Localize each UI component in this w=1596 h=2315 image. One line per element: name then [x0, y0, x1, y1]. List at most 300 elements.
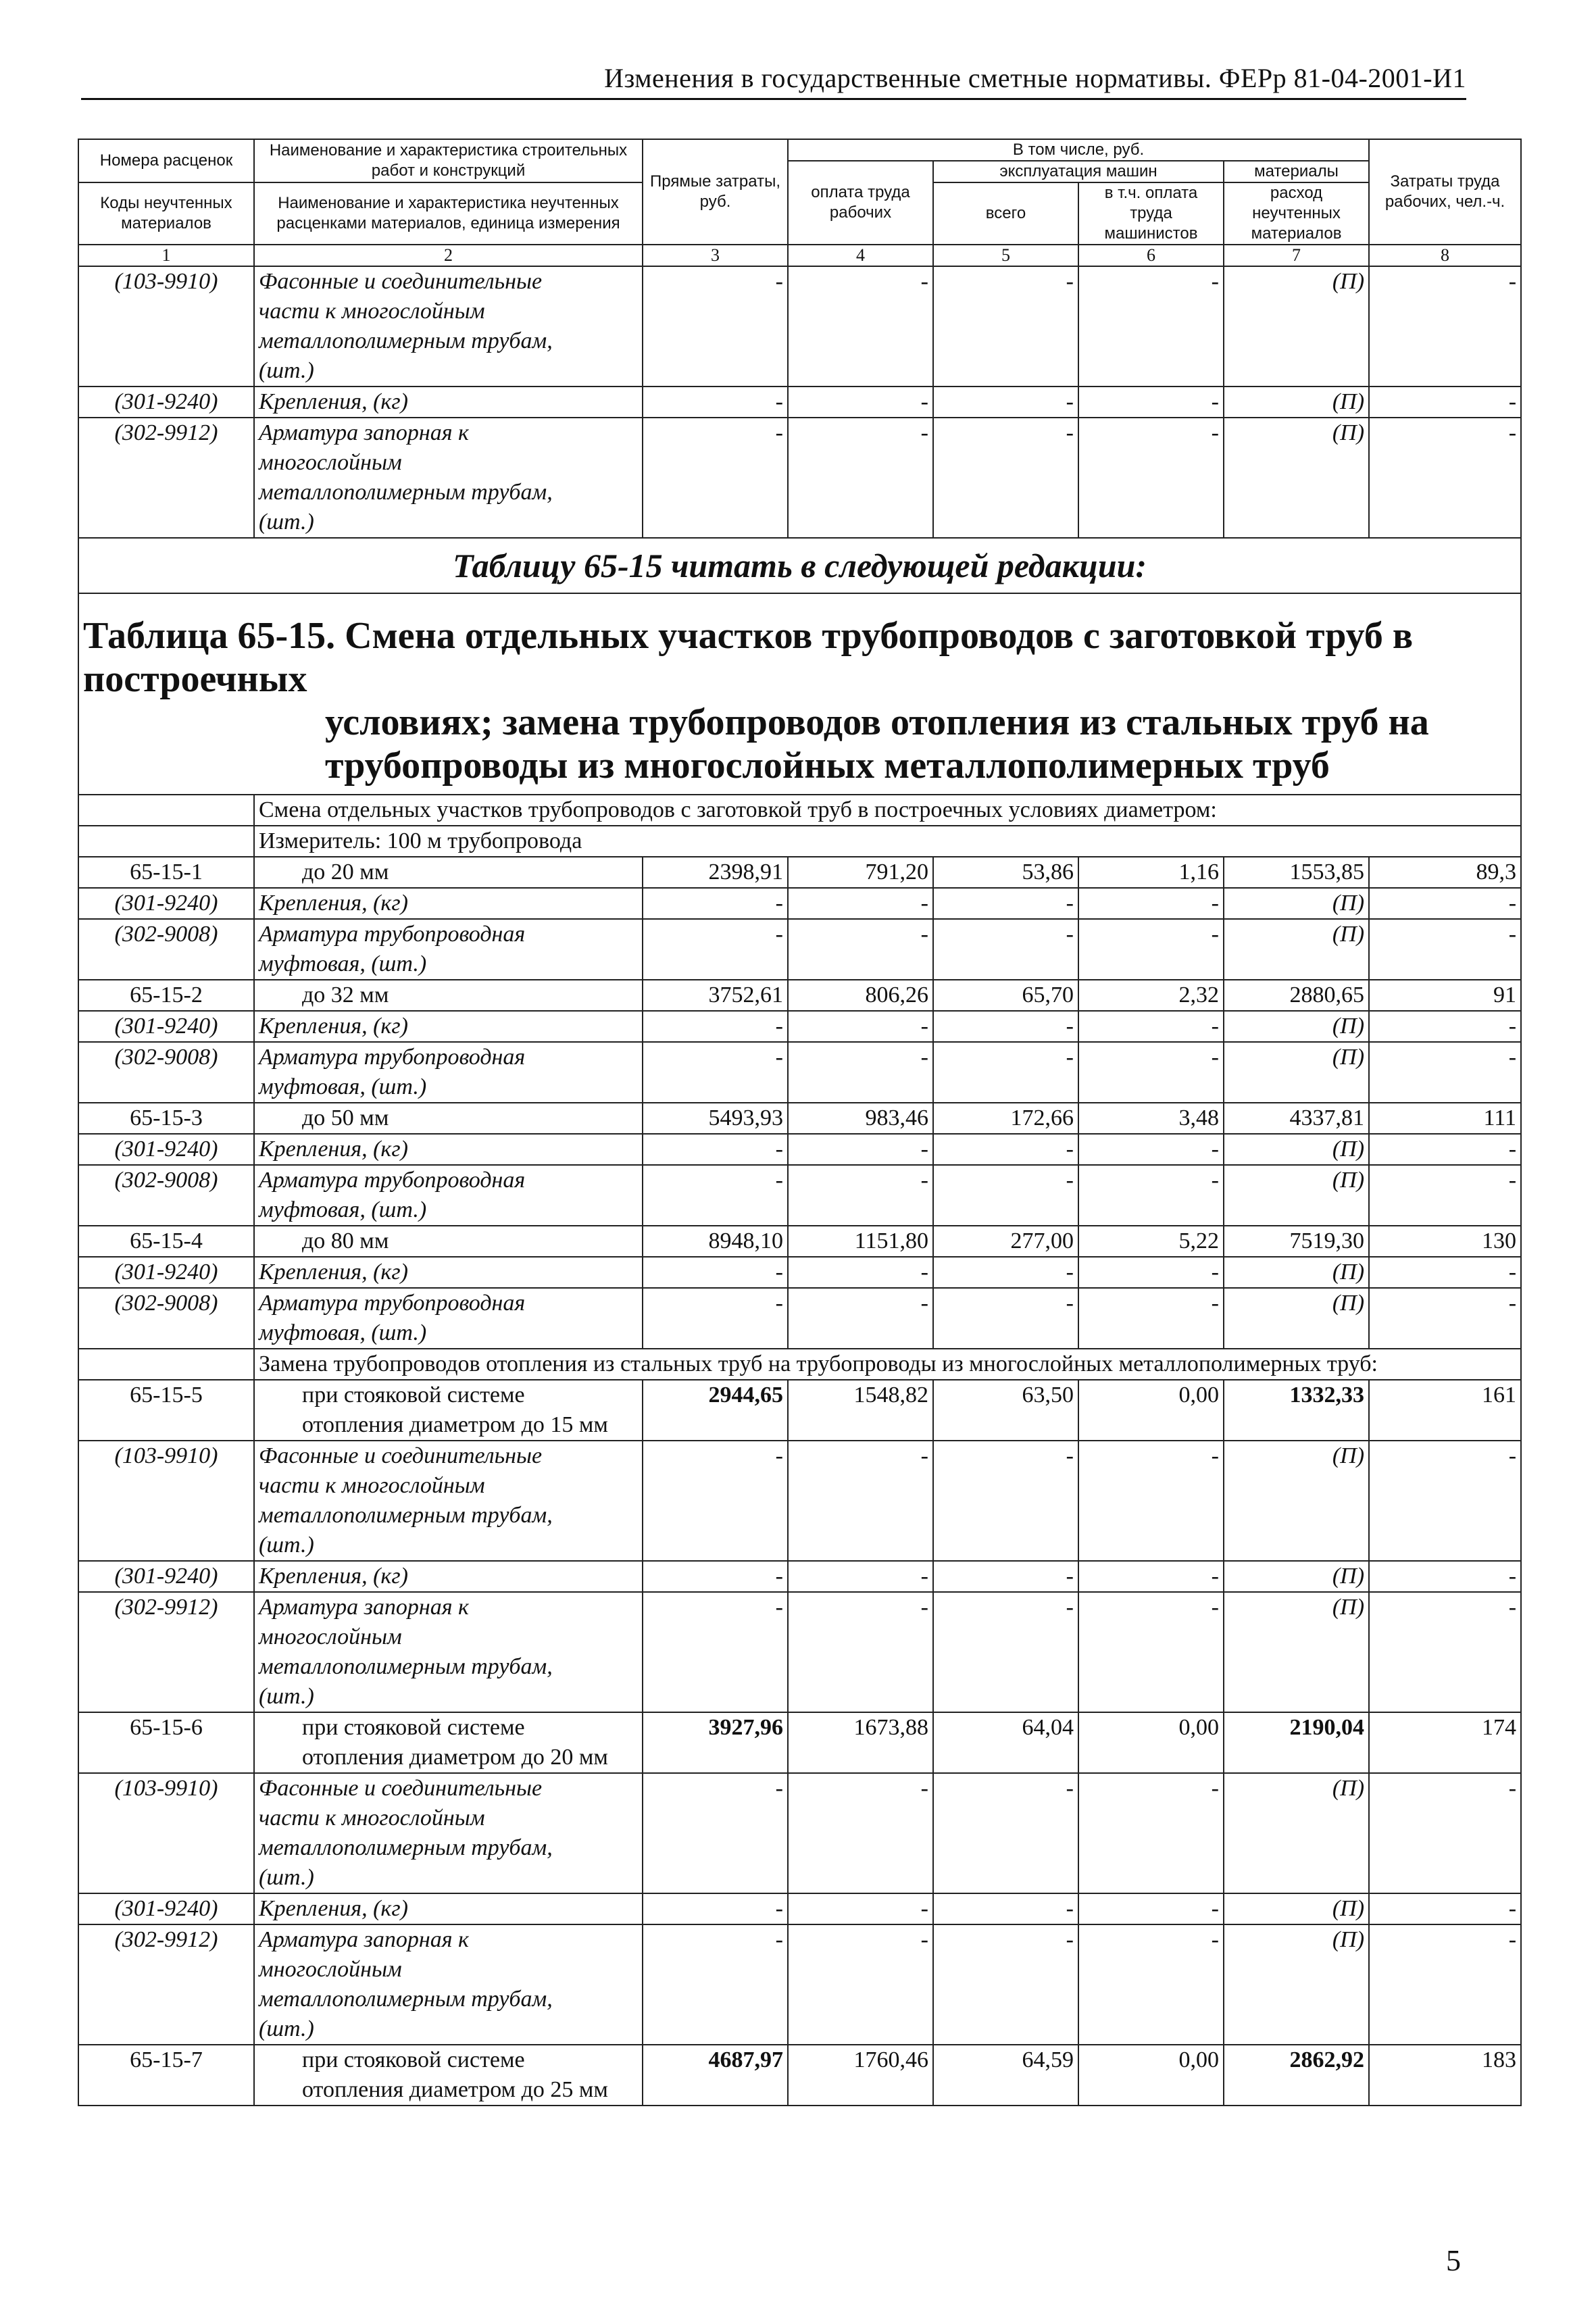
cell-wages: 1760,46	[788, 2045, 933, 2106]
cell-machines-total: -	[933, 266, 1078, 387]
cell-wages: -	[788, 1134, 933, 1165]
material-name-line: (шт.)	[259, 1684, 314, 1709]
material-name-line: Арматура трубопроводная	[259, 1168, 526, 1193]
col-header-machines: эксплуатация машин	[933, 161, 1224, 182]
material-name-line: Арматура запорная к	[259, 420, 469, 445]
col-header-names	[254, 139, 643, 182]
cell-material-consumption: (П)	[1224, 919, 1369, 980]
cell-machinist-wages: 0,00	[1078, 1380, 1224, 1441]
material-name	[254, 1042, 643, 1103]
col-header-codes	[78, 139, 254, 182]
cell-wages: -	[788, 1893, 933, 1924]
cell-labor-costs: 89,3	[1369, 857, 1521, 888]
rate-name-line: при стояковой системе	[302, 1383, 525, 1408]
material-name	[254, 1924, 643, 2045]
cell-labor-costs: -	[1369, 1893, 1521, 1924]
cell-labor-costs: -	[1369, 1561, 1521, 1592]
cell-machines-total: -	[933, 1773, 1078, 1893]
cell-wages: -	[788, 387, 933, 418]
column-number: 1	[78, 245, 254, 266]
cell-direct-costs: -	[643, 1592, 788, 1712]
material-name-line: (шт.)	[259, 358, 314, 383]
material-code: (301-9240)	[78, 1257, 254, 1288]
cell-wages: -	[788, 1773, 933, 1893]
section-heading: Смена отдельных участков трубопроводов с заготовкой труб в построечных условиях диаметром:	[254, 795, 1521, 826]
material-name-line: Арматура трубопроводная	[259, 1291, 526, 1316]
col-header-labor-costs: Затраты труда рабочих, чел.-ч.	[1369, 139, 1521, 245]
rate-code: 65-15-5	[78, 1380, 254, 1441]
cell-direct-costs: -	[643, 1561, 788, 1592]
section-spacer	[78, 1349, 254, 1380]
rate-name	[254, 1380, 643, 1441]
cell-machinist-wages: -	[1078, 266, 1224, 387]
cell-machinist-wages: -	[1078, 1011, 1224, 1042]
cell-machinist-wages: -	[1078, 1893, 1224, 1924]
cell-direct-costs: 8948,10	[643, 1226, 788, 1257]
cell-machinist-wages: -	[1078, 1441, 1224, 1561]
cell-material-consumption: (П)	[1224, 418, 1369, 538]
cell-machines-total: -	[933, 1257, 1078, 1288]
cell-direct-costs: -	[643, 1011, 788, 1042]
material-code: (302-9912)	[78, 1592, 254, 1712]
cell-material-consumption: (П)	[1224, 1441, 1369, 1561]
cell-material-consumption: (П)	[1224, 1893, 1369, 1924]
rate-name: до 20 мм	[254, 857, 643, 888]
table-title-row	[78, 593, 1521, 795]
column-number: 4	[788, 245, 933, 266]
material-name-line: Арматура запорная к	[259, 1595, 469, 1620]
cell-wages: 806,26	[788, 980, 933, 1011]
cell-machinist-wages: -	[1078, 1134, 1224, 1165]
material-row	[78, 1441, 1521, 1561]
cell-machinist-wages: -	[1078, 1165, 1224, 1226]
material-code: (301-9240)	[78, 1893, 254, 1924]
cell-machinist-wages: 5,22	[1078, 1226, 1224, 1257]
cell-machines-total: 63,50	[933, 1380, 1078, 1441]
material-name-line: (шт.)	[259, 1533, 314, 1558]
rate-name: до 32 мм	[254, 980, 643, 1011]
col-header-machines-total: всего	[933, 182, 1078, 245]
cell-machines-total: 277,00	[933, 1226, 1078, 1257]
material-code: (302-9008)	[78, 1288, 254, 1349]
cell-wages: -	[788, 1011, 933, 1042]
material-name	[254, 1288, 643, 1349]
material-name	[254, 1561, 643, 1592]
cell-material-consumption: (П)	[1224, 1011, 1369, 1042]
table-row	[78, 387, 1521, 418]
table-title-line: Таблица 65-15. Смена отдельных участков трубопроводов с заготовкой труб в построечных	[83, 615, 1414, 700]
cell-wages: -	[788, 1441, 933, 1561]
cell-material-consumption: (П)	[1224, 1561, 1369, 1592]
cell-machines-total: -	[933, 387, 1078, 418]
material-name-line: (шт.)	[259, 2016, 314, 2041]
cell-machines-total: -	[933, 1288, 1078, 1349]
cell-machinist-wages: -	[1078, 1773, 1224, 1893]
cell-direct-costs: 5493,93	[643, 1103, 788, 1134]
col-header-material-consumption: расход неучтенных материалов	[1224, 182, 1369, 245]
cell-material-consumption: (П)	[1224, 1592, 1369, 1712]
material-row	[78, 1561, 1521, 1592]
cell-wages: 1548,82	[788, 1380, 933, 1441]
cell-direct-costs: -	[643, 1042, 788, 1103]
cell-material-consumption: (П)	[1224, 266, 1369, 387]
material-name-line: части к многослойным	[259, 1806, 485, 1831]
cell-machinist-wages: 0,00	[1078, 2045, 1224, 2106]
cell-material-consumption: 4337,81	[1224, 1103, 1369, 1134]
material-name	[254, 1165, 643, 1226]
material-name	[254, 1134, 643, 1165]
table-title-line: условиях; замена трубопроводов отопления из стальных труб на	[325, 701, 1429, 743]
material-name-line: части к многослойным	[259, 299, 485, 324]
material-name-line: многослойным	[259, 1957, 402, 1982]
material-name-line: Крепления, (кг)	[259, 1896, 408, 1921]
cell-labor-costs: 111	[1369, 1103, 1521, 1134]
cell-machinist-wages: 2,32	[1078, 980, 1224, 1011]
cell-wages: -	[788, 1924, 933, 2045]
cell-machinist-wages: -	[1078, 919, 1224, 980]
cell-machinist-wages: -	[1078, 418, 1224, 538]
rate-name-line: при стояковой системе	[302, 1715, 525, 1740]
rate-code: 65-15-3	[78, 1103, 254, 1134]
column-number: 6	[1078, 245, 1224, 266]
col-header-materials: материалы	[1224, 161, 1369, 182]
cell-direct-costs: -	[643, 1893, 788, 1924]
col-header-wages: оплата труда рабочих	[788, 161, 933, 245]
cell-direct-costs: -	[643, 1257, 788, 1288]
cell-machinist-wages: -	[1078, 1592, 1224, 1712]
section-heading-row	[78, 1349, 1521, 1380]
table-row	[78, 266, 1521, 387]
cell-machines-total: -	[933, 1134, 1078, 1165]
section-heading: Замена трубопроводов отопления из стальных труб на трубопроводы из многослойных металлополимерных труб:	[254, 1349, 1521, 1380]
cell-machinist-wages: -	[1078, 1042, 1224, 1103]
cell-machines-total: -	[933, 919, 1078, 980]
cell-direct-costs: 4687,97	[643, 2045, 788, 2106]
cell-direct-costs: -	[643, 1924, 788, 2045]
material-name-line: Фасонные и соединительные	[259, 1443, 543, 1468]
cell-machines-total: -	[933, 1561, 1078, 1592]
cell-machinist-wages: 1,16	[1078, 857, 1224, 888]
col-header-including: В том числе, руб.	[788, 139, 1369, 161]
material-name	[254, 1257, 643, 1288]
material-code: (302-9912)	[78, 1924, 254, 2045]
col-header-work-name: Наименование и характеристика строительных работ и конструкций	[269, 141, 628, 180]
cell-machines-total: 64,59	[933, 2045, 1078, 2106]
col-header-material-codes: Коды неучтенных материалов	[78, 182, 254, 245]
rate-name-line: отопления диаметром до 25 мм	[302, 2077, 608, 2102]
rate-code: 65-15-1	[78, 857, 254, 888]
column-number: 8	[1369, 245, 1521, 266]
cell-machines-total: -	[933, 418, 1078, 538]
material-name-line: Фасонные и соединительные	[259, 269, 543, 294]
cell-machines-total: -	[933, 1924, 1078, 2045]
rate-row	[78, 1712, 1521, 1773]
col-header-machinist-wages: в т.ч. оплата труда машинистов	[1078, 182, 1224, 245]
material-name-line: муфтовая, (шт.)	[259, 1197, 427, 1222]
cell-material-consumption: (П)	[1224, 1165, 1369, 1226]
material-name-line: металлополимерным трубам,	[259, 328, 553, 353]
cell-material-consumption: 1553,85	[1224, 857, 1369, 888]
cell-material-consumption: (П)	[1224, 888, 1369, 919]
rate-code: 65-15-2	[78, 980, 254, 1011]
material-name	[254, 888, 643, 919]
cell-labor-costs: -	[1369, 1011, 1521, 1042]
material-code: (301-9240)	[78, 1134, 254, 1165]
cell-wages: 1151,80	[788, 1226, 933, 1257]
cell-wages: -	[788, 1257, 933, 1288]
cell-labor-costs: -	[1369, 1441, 1521, 1561]
cell-labor-costs: 130	[1369, 1226, 1521, 1257]
cell-direct-costs: 2398,91	[643, 857, 788, 888]
cell-direct-costs: -	[643, 387, 788, 418]
material-name-line: металлополимерным трубам,	[259, 1654, 553, 1679]
cell-wages: -	[788, 1042, 933, 1103]
cell-direct-costs: 3752,61	[643, 980, 788, 1011]
rate-row	[78, 980, 1521, 1011]
cell-machines-total: 53,86	[933, 857, 1078, 888]
cell-wages: -	[788, 1561, 933, 1592]
material-name	[254, 1011, 643, 1042]
cell-wages: -	[788, 1165, 933, 1226]
material-row	[78, 1134, 1521, 1165]
rate-name-line: при стояковой системе	[302, 2047, 525, 2072]
cell-labor-costs: -	[1369, 1924, 1521, 2045]
material-name-line: металлополимерным трубам,	[259, 480, 553, 505]
cell-wages: -	[788, 1592, 933, 1712]
cell-machines-total: -	[933, 1893, 1078, 1924]
material-name	[254, 1893, 643, 1924]
cell-labor-costs: -	[1369, 919, 1521, 980]
section-spacer	[78, 795, 254, 826]
material-code: (301-9240)	[78, 888, 254, 919]
material-code: (103-9910)	[78, 1773, 254, 1893]
column-number: 3	[643, 245, 788, 266]
cell-machines-total: -	[933, 1011, 1078, 1042]
cell-labor-costs: 91	[1369, 980, 1521, 1011]
cell-machines-total: -	[933, 1441, 1078, 1561]
material-row	[78, 1592, 1521, 1712]
cell-direct-costs: -	[643, 1134, 788, 1165]
rate-name-line: отопления диаметром до 15 мм	[302, 1412, 608, 1437]
material-code: (301-9240)	[78, 1011, 254, 1042]
material-name-line: многослойным	[259, 1624, 402, 1649]
material-row	[78, 919, 1521, 980]
material-name-line: металлополимерным трубам,	[259, 1503, 553, 1528]
material-name-line: части к многослойным	[259, 1473, 485, 1498]
edition-note-row	[78, 538, 1521, 593]
material-name-line: Фасонные и соединительные	[259, 1776, 543, 1801]
rate-code: 65-15-4	[78, 1226, 254, 1257]
cell-labor-costs: -	[1369, 1257, 1521, 1288]
cell-labor-costs: -	[1369, 1134, 1521, 1165]
material-row	[78, 1773, 1521, 1893]
cell-material-consumption: 2862,92	[1224, 2045, 1369, 2106]
material-name	[254, 1441, 643, 1561]
cell-direct-costs: 3927,96	[643, 1712, 788, 1773]
material-row	[78, 1924, 1521, 2045]
section-heading-row	[78, 795, 1521, 826]
cell-machines-total: -	[933, 1042, 1078, 1103]
cell-material-consumption: 1332,33	[1224, 1380, 1369, 1441]
material-code: (301-9240)	[78, 387, 254, 418]
material-name-line: муфтовая, (шт.)	[259, 1074, 427, 1099]
material-name	[254, 1773, 643, 1893]
material-code: (302-9008)	[78, 919, 254, 980]
norms-table	[78, 139, 1522, 2106]
cell-direct-costs: -	[643, 919, 788, 980]
cell-wages: -	[788, 1288, 933, 1349]
cell-labor-costs: -	[1369, 266, 1521, 387]
material-code: (302-9912)	[78, 418, 254, 538]
cell-machinist-wages: -	[1078, 1561, 1224, 1592]
material-name-line: металлополимерным трубам,	[259, 1987, 553, 2012]
cell-material-consumption: (П)	[1224, 1042, 1369, 1103]
page-header: Изменения в государственные сметные нормативы. ФЕРр 81-04-2001-И1	[81, 62, 1466, 100]
rate-code: 65-15-6	[78, 1712, 254, 1773]
material-row	[78, 888, 1521, 919]
cell-material-consumption: (П)	[1224, 1773, 1369, 1893]
material-code: (302-9008)	[78, 1042, 254, 1103]
cell-machines-total: 172,66	[933, 1103, 1078, 1134]
material-name-line: многослойным	[259, 450, 402, 475]
material-name-line: Арматура запорная к	[259, 1927, 469, 1952]
cell-material-consumption: (П)	[1224, 1924, 1369, 2045]
material-name-line: Крепления, (кг)	[259, 1014, 408, 1039]
cell-direct-costs: -	[643, 888, 788, 919]
material-row	[78, 1288, 1521, 1349]
cell-labor-costs: -	[1369, 1592, 1521, 1712]
measure-unit-row	[78, 826, 1521, 857]
column-number: 2	[254, 245, 643, 266]
rate-name	[254, 1712, 643, 1773]
cell-labor-costs: -	[1369, 1165, 1521, 1226]
cell-material-consumption: (П)	[1224, 1288, 1369, 1349]
cell-labor-costs: 183	[1369, 2045, 1521, 2106]
cell-material-consumption: (П)	[1224, 387, 1369, 418]
material-name-line: муфтовая, (шт.)	[259, 951, 427, 976]
material-name	[254, 266, 643, 387]
rate-name-line: отопления диаметром до 20 мм	[302, 1745, 608, 1770]
cell-material-consumption: 7519,30	[1224, 1226, 1369, 1257]
cell-labor-costs: -	[1369, 1773, 1521, 1893]
cell-machinist-wages: -	[1078, 1924, 1224, 2045]
cell-direct-costs: 2944,65	[643, 1380, 788, 1441]
cell-machines-total: -	[933, 1592, 1078, 1712]
cell-labor-costs: -	[1369, 387, 1521, 418]
material-name	[254, 1592, 643, 1712]
edition-note: Таблицу 65-15 читать в следующей редакции:	[78, 538, 1521, 593]
cell-direct-costs: -	[643, 1773, 788, 1893]
cell-material-consumption: (П)	[1224, 1257, 1369, 1288]
cell-labor-costs: -	[1369, 1042, 1521, 1103]
rate-row	[78, 1226, 1521, 1257]
material-name-line: (шт.)	[259, 509, 314, 534]
material-row	[78, 1257, 1521, 1288]
cell-machinist-wages: -	[1078, 1288, 1224, 1349]
cell-machinist-wages: 0,00	[1078, 1712, 1224, 1773]
cell-wages: -	[788, 266, 933, 387]
table-title	[78, 593, 1521, 795]
material-name	[254, 387, 643, 418]
material-name-line: Крепления, (кг)	[259, 891, 408, 916]
cell-machinist-wages: -	[1078, 387, 1224, 418]
rate-code: 65-15-7	[78, 2045, 254, 2106]
material-code: (301-9240)	[78, 1561, 254, 1592]
material-row	[78, 1893, 1521, 1924]
material-row	[78, 1011, 1521, 1042]
table-row	[78, 418, 1521, 538]
material-name-line: Крепления, (кг)	[259, 1260, 408, 1285]
cell-wages: -	[788, 888, 933, 919]
col-header-material-names: Наименование и характеристика неучтенных расценками материалов, единица измерения	[254, 182, 643, 245]
cell-direct-costs: -	[643, 1165, 788, 1226]
cell-direct-costs: -	[643, 418, 788, 538]
section-spacer	[78, 826, 254, 857]
rate-name	[254, 2045, 643, 2106]
material-name-line: муфтовая, (шт.)	[259, 1320, 427, 1345]
cell-material-consumption: (П)	[1224, 1134, 1369, 1165]
col-header-direct-costs: Прямые затраты, руб.	[643, 139, 788, 245]
material-name-line: Крепления, (кг)	[259, 1137, 408, 1162]
cell-labor-costs: -	[1369, 418, 1521, 538]
cell-machines-total: -	[933, 1165, 1078, 1226]
col-header-rate-numbers: Номера расценок	[99, 151, 233, 170]
material-name	[254, 418, 643, 538]
material-name-line: Крепления, (кг)	[259, 1564, 408, 1589]
cell-wages: 1673,88	[788, 1712, 933, 1773]
table-title-line: трубопроводы из многослойных металлополимерных труб	[325, 745, 1330, 787]
cell-wages: -	[788, 418, 933, 538]
material-row	[78, 1042, 1521, 1103]
material-name-line: металлополимерным трубам,	[259, 1835, 553, 1860]
rate-row	[78, 1103, 1521, 1134]
column-number: 7	[1224, 245, 1369, 266]
cell-labor-costs: 174	[1369, 1712, 1521, 1773]
rate-row	[78, 2045, 1521, 2106]
cell-labor-costs: -	[1369, 1288, 1521, 1349]
rate-name: до 50 мм	[254, 1103, 643, 1134]
cell-machinist-wages: -	[1078, 888, 1224, 919]
cell-machines-total: -	[933, 888, 1078, 919]
material-code: (103-9910)	[78, 266, 254, 387]
cell-direct-costs: -	[643, 1441, 788, 1561]
column-number: 5	[933, 245, 1078, 266]
material-name-line: Арматура трубопроводная	[259, 1045, 526, 1070]
material-code: (302-9008)	[78, 1165, 254, 1226]
cell-labor-costs: -	[1369, 888, 1521, 919]
measure-unit: Измеритель: 100 м трубопровода	[254, 826, 1521, 857]
rate-row	[78, 1380, 1521, 1441]
rate-row	[78, 857, 1521, 888]
cell-direct-costs: -	[643, 1288, 788, 1349]
rate-name: до 80 мм	[254, 1226, 643, 1257]
cell-machinist-wages: -	[1078, 1257, 1224, 1288]
cell-material-consumption: 2190,04	[1224, 1712, 1369, 1773]
material-name	[254, 919, 643, 980]
cell-wages: -	[788, 919, 933, 980]
page-number: 5	[1446, 2244, 1461, 2277]
material-code: (103-9910)	[78, 1441, 254, 1561]
cell-material-consumption: 2880,65	[1224, 980, 1369, 1011]
cell-direct-costs: -	[643, 266, 788, 387]
cell-machines-total: 64,04	[933, 1712, 1078, 1773]
material-name-line: Арматура трубопроводная	[259, 922, 526, 947]
column-numbers-row	[78, 245, 1521, 266]
cell-machines-total: 65,70	[933, 980, 1078, 1011]
cell-wages: 983,46	[788, 1103, 933, 1134]
cell-labor-costs: 161	[1369, 1380, 1521, 1441]
material-name-line: Крепления, (кг)	[259, 389, 408, 414]
